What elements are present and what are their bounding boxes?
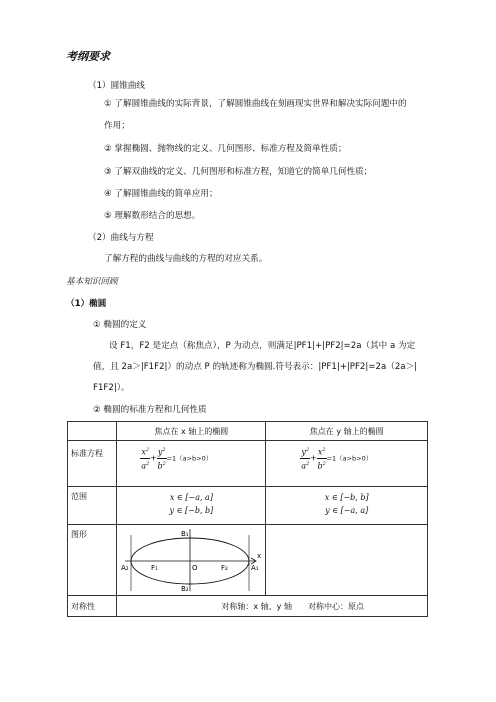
section1-item: ② 掌握椭圆、抛物线的定义、几何图形、标准方程及简单性质； (104, 144, 347, 154)
plus-sign: + (150, 453, 157, 463)
range-line: y ∈ [−b, b] (169, 506, 214, 515)
denominator: b (157, 461, 163, 471)
label-a2: A₂ (121, 564, 130, 572)
section2-body: 了解方程的曲线与曲线的方程的对应关系。 (104, 254, 268, 264)
row-label-symmetry: 对称性 (68, 596, 117, 617)
equation-x (117, 441, 266, 487)
fraction (317, 445, 327, 471)
label-a1: A₁ (251, 564, 260, 572)
ellipse-std-title: ② 椭圆的标准方程和几何性质 (93, 405, 207, 415)
denominator: b (317, 461, 323, 471)
table-corner (68, 422, 117, 441)
col-header-y: 焦点在 y 轴上的椭圆 (266, 422, 428, 441)
equation-condition: =1（a>b>0） (166, 454, 213, 463)
range-line: x ∈ [−a, a] (169, 493, 213, 502)
plus-sign: + (310, 453, 317, 463)
label-x-axis: x (257, 552, 262, 560)
range-x (117, 487, 266, 525)
section2-title: （2）曲线与方程 (88, 233, 154, 243)
section1-item: ① 了解圆锥曲线的实际背景，了解圆锥曲线在刻画现实世界和解决实际问题中的 (104, 99, 407, 109)
section1-item: 作用； (104, 121, 130, 131)
section1-item: ③ 了解双曲线的定义、几何图形和标准方程，知道它的简单几何性质； (104, 167, 373, 177)
section1-item: ④ 了解圆锥曲线的简单应用； (104, 189, 218, 199)
label-b2: B₂ (181, 585, 190, 593)
numerator: y (157, 447, 163, 457)
ellipse-def-title: ① 椭圆的定义 (93, 320, 147, 330)
col-header-x: 焦点在 x 轴上的椭圆 (117, 422, 266, 441)
heading-review: 基本知识回顾 (66, 277, 118, 287)
row-label-equation: 标准方程 (68, 441, 117, 487)
exponent: 2 (322, 447, 326, 453)
ellipse-def-line: 设 F1，F2 是定点（称焦点），P 为动点，则满足|PF1|+|PF2|=2a（其中 a 为定 (109, 341, 416, 351)
range-line: x ∈ [−b, b] (324, 493, 369, 502)
range-y (266, 487, 428, 525)
label-b1: B₁ (181, 530, 190, 538)
exponent: 2 (305, 447, 310, 453)
fraction (300, 445, 310, 471)
ellipse-title: （1）椭圆 (66, 299, 107, 309)
graph-y (266, 525, 428, 596)
exponent: 2 (322, 460, 326, 467)
graph-x (117, 525, 266, 596)
fraction (140, 445, 150, 471)
equation-condition: =1（a>b>0） (326, 454, 373, 463)
fraction (157, 445, 167, 471)
ellipse-def-line: 值，且 2a＞|F1F2|）的动点 P 的轨迹称为椭圆.符号表示：|PF1|+|PF2|=2a（2a＞| (93, 362, 418, 372)
numerator: x (141, 447, 146, 457)
section1-title: （1）圆锥曲线 (88, 81, 146, 91)
denominator: a (301, 461, 307, 471)
row-label-range: 范围 (68, 487, 117, 525)
ellipse-graph (117, 525, 265, 593)
exponent: 2 (145, 447, 150, 453)
label-f1: F₁ (151, 564, 159, 572)
section1-item: ⑤ 理解数形结合的思想。 (104, 211, 201, 221)
ellipse-properties-table (67, 421, 428, 617)
label-f2: F₂ (221, 564, 229, 572)
equation-y (266, 441, 428, 487)
heading-main: 考纲要求 (66, 50, 110, 63)
numerator: x (317, 447, 323, 457)
exponent: 2 (162, 460, 166, 467)
exponent: 2 (146, 460, 150, 467)
ellipse-def-line: F1F2|）。 (93, 383, 130, 393)
exponent: 2 (306, 460, 310, 467)
symmetry-text: 对称轴：x 轴、y 轴 对称中心：原点 (117, 596, 428, 617)
exponent: 2 (162, 447, 166, 453)
label-origin: O (192, 564, 198, 572)
row-label-graph: 图形 (68, 525, 117, 596)
denominator: a (141, 461, 147, 471)
range-line: y ∈ [−a, a] (325, 506, 369, 515)
numerator: y (301, 447, 306, 457)
